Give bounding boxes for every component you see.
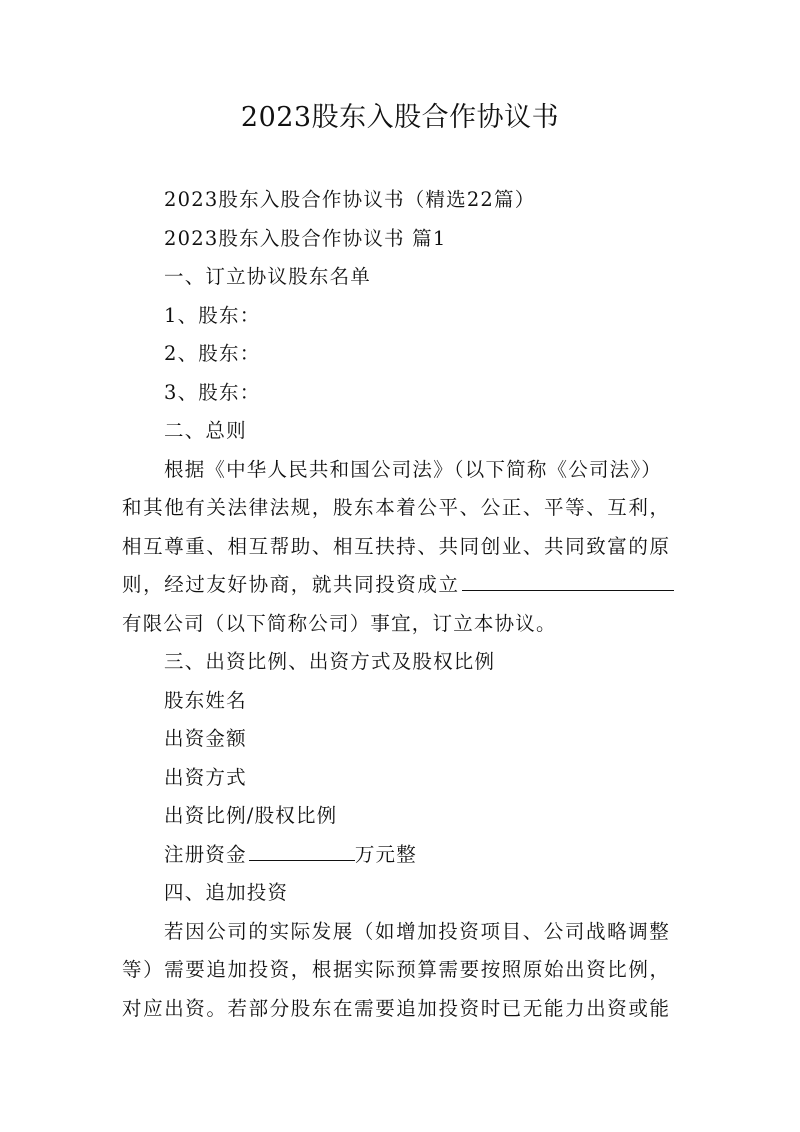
heading-shareholder-list: 一、订立协议股东名单 (164, 265, 372, 288)
registered-capital-label: 注册资金 (164, 842, 247, 866)
paragraph-line-with-blank (122, 566, 692, 605)
subtitle-line: 2023股东入股合作协议书（精选22篇） (164, 188, 536, 211)
shareholder-3: 3、股东： (164, 380, 261, 404)
field-ratio: 出资比例/股权比例 (164, 804, 338, 827)
field-registered-capital (122, 836, 692, 875)
shareholder-1: 1、股东： (164, 303, 261, 327)
paragraph-line: 等）需要追加投资，根据实际预算需要按照原始出资比例， (122, 958, 671, 981)
section-heading: 2023股东入股合作协议书 篇1 (164, 226, 447, 250)
registered-capital-unit: 万元整 (354, 842, 417, 866)
company-name-blank (462, 566, 674, 591)
paragraph-line: 对应出资。若部分股东在需要追加投资时已无能力出资或能 (122, 996, 671, 1020)
paragraph-line: 根据《中华人民共和国公司法》（以下简称《公司法》） (164, 457, 663, 481)
shareholder-2: 2、股东： (164, 342, 261, 365)
paragraph-line: 有限公司（以下简称公司）事宜，订立本协议。 (122, 611, 557, 635)
registered-capital-blank (249, 836, 355, 861)
field-amount: 出资金额 (164, 727, 247, 750)
paragraph-line: 相互尊重、相互帮助、相互扶持、共同创业、共同致富的原 (122, 534, 671, 558)
paragraph-text: 则，经过友好协商，就共同投资成立 (122, 573, 460, 596)
heading-additional-investment: 四、追加投资 (164, 881, 289, 904)
paragraph-line: 和其他有关法律法规，股东本着公平、公正、平等、互利， (122, 496, 671, 519)
heading-general: 二、总则 (164, 419, 247, 442)
heading-capital: 三、出资比例、出资方式及股权比例 (164, 650, 496, 673)
field-method: 出资方式 (164, 765, 247, 789)
field-shareholder-name: 股东姓名 (164, 688, 247, 712)
paragraph-line: 若因公司的实际发展（如增加投资项目、公司战略调整 (164, 919, 671, 943)
document-title: 2023股东入股合作协议书 (240, 102, 560, 133)
document-body (122, 181, 692, 1028)
